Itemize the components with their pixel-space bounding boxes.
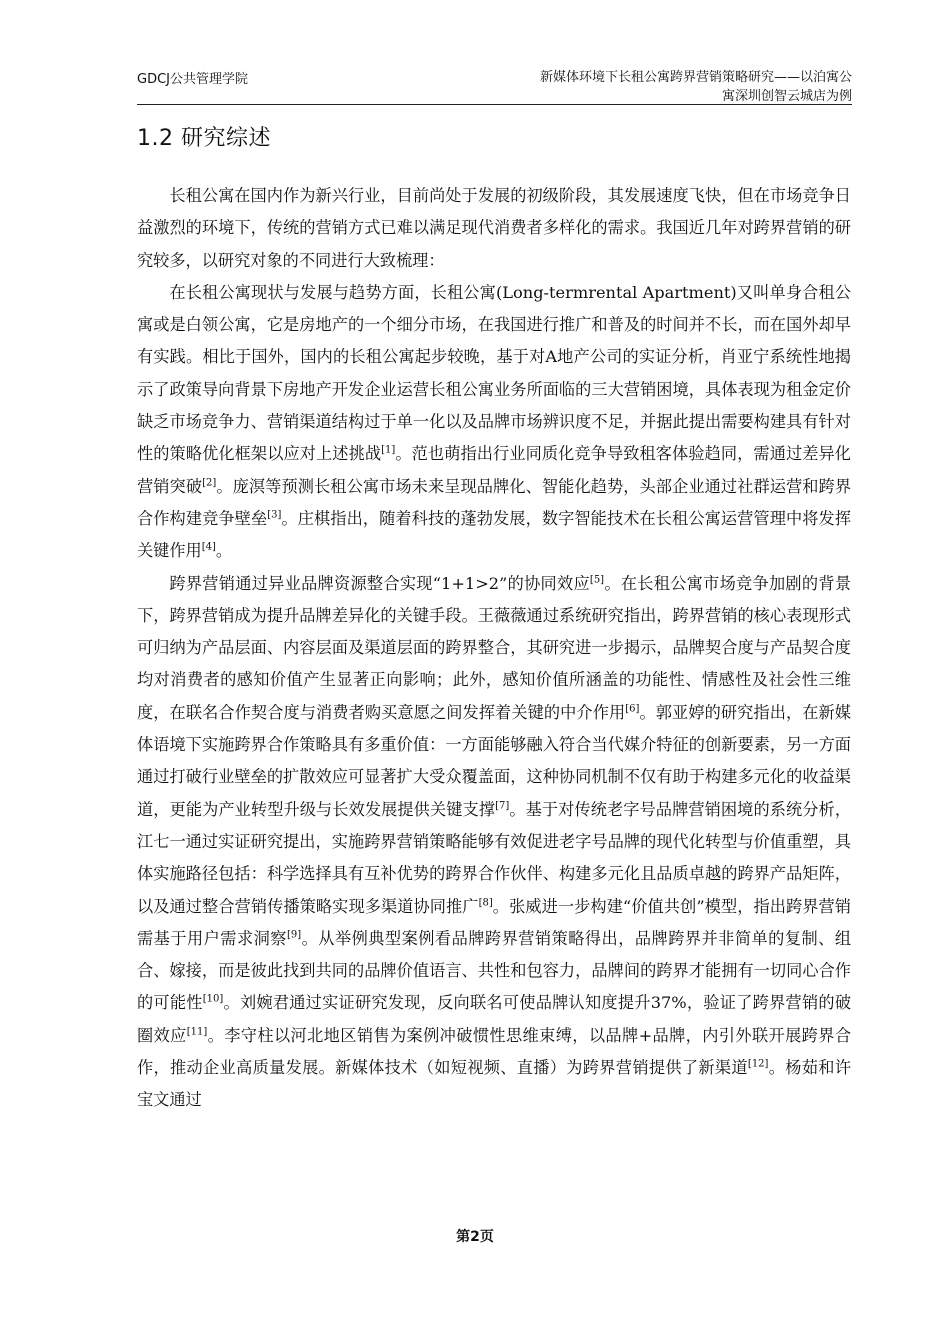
citation-ref: [8] [478, 897, 493, 909]
citation-ref: [10] [202, 994, 224, 1006]
citation-ref: [6] [625, 703, 640, 715]
citation-ref: [2] [202, 477, 217, 489]
paragraph-text: 。庞溟等预测长租公寓市场未来呈现品牌化、智能化趋势，头部企业通过社群运营和跨界合作构建竞争壁垒 [137, 476, 852, 528]
paragraph-text: 。张威进一步构建“价值共创”模型，指出跨界营销需基于用户需求洞察 [137, 896, 851, 948]
citation-ref: [4] [201, 541, 216, 553]
header-title-line-2: 寓深圳创智云城店为例 [721, 89, 852, 104]
paragraph-text: 。杨茹和许宝文通过 [137, 1058, 852, 1110]
paragraph-text: 在长租公寓现状与发展与趋势方面，长租公寓(Long-termrental Apartment)又叫单身合租公寓或是白领公寓，它是房地产的一个细分市场，在我国进行推广和普及的时间并不长，而在国外却早有实践。相比于国外，国内的长租公寓起步较晚，基于对A地产公司的实证分析，肖亚宁系统性地揭示了政策导向背景下房地产开发企业运营长租公寓业务所面临的三大营销困境，具体表现为租金定价缺乏市场竞争力、营销渠道结构过于单一化以及品牌市场辨识度不足，并据此提出需要构建具有针对性的策略优化框架以应对上述挑战 [137, 282, 851, 464]
citation-ref: [1] [381, 444, 396, 456]
section-heading: 1.2 研究综述 [137, 126, 271, 151]
paragraph-text: 。庄棋指出，随着科技的蓬勃发展，数字智能技术在长租公寓运营管理中将发挥关键作用 [137, 508, 851, 561]
paragraph-intro: 长租公寓在国内作为新兴行业，目前尚处于发展的初级阶段，其发展速度飞快，但在市场竞争日益激烈的环境下，传统的营销方式已难以满足现代消费者多样化的需求。我国近几年对跨界营销的研究较多，以研究对象的不同进行大致梳理： [137, 186, 851, 270]
citation-ref: [7] [495, 800, 510, 812]
citation-ref: [3] [267, 509, 282, 521]
paragraph-text: 。范也萌指出行业同质化竞争导致租客体验趋同，需通过差异化营销突破 [137, 444, 851, 496]
paragraph-text: 。李守柱以河北地区销售为案例冲破惯性思维束缚，以品牌+品牌，内引外联开展跨界合作，推动企业高质量发展。新媒体技术（如短视频、直播）为跨界营销提供了新渠道 [137, 1025, 852, 1078]
citation-ref: [11] [186, 1026, 208, 1038]
header-title-line-1: 新媒体环境下长租公寓跨界营销策略研究——以泊寓公 [539, 70, 852, 85]
header-institution: GDCJ公共管理学院 [137, 72, 248, 87]
paragraph-rental-status [137, 277, 851, 568]
paragraph-text: 跨界营销通过异业品牌资源整合实现“1+1>2”的协同效应 [169, 573, 590, 593]
header-divider [137, 104, 852, 105]
page-number: 第2页 [456, 1229, 494, 1245]
paragraph-text: 。基于对传统老字号品牌营销困境的系统分析，江七一通过实证研究提出，实施跨界营销策略能够有效促进老字号品牌的现代化转型与价值重塑，具体实施路径包括：科学选择具有互补优势的跨界合作伙伴、构建多元化且品质卓越的跨界产品矩阵，以及通过整合营销传播策略实现多渠道协同推广 [137, 799, 852, 916]
citation-ref: [12] [747, 1058, 769, 1070]
paragraph-text: 。刘婉君通过实证研究发现，反向联名可使品牌认知度提升37%，验证了跨界营销的破圈效应 [137, 993, 852, 1045]
header-thesis-title [492, 68, 852, 106]
paragraph-text: 。从举例典型案例看品牌跨界营销策略得出，品牌跨界并非简单的复制、组合、嫁接，而是彼此找到共同的品牌价值语言、共性和包容力，品牌间的跨界才能拥有一切同心合作的可能性 [137, 928, 852, 1013]
paragraph-text: 。 [215, 541, 233, 561]
paragraph-text: 。郭亚婷的研究指出，在新媒体语境下实施跨界合作策略具有多重价值：一方面能够融入符合当代媒介特征的创新要素，另一方面通过打破行业壁垒的扩散效应可显著扩大受众覆盖面，这种协同机制不仅有助于构建多元化的收益渠道，更能为产业转型升级与长效发展提供关键支撑 [137, 702, 851, 819]
body-text [137, 180, 851, 1117]
paragraph-crossover-marketing [137, 568, 851, 1117]
citation-ref: [5] [589, 574, 605, 586]
paragraph-text: 。在长租公寓市场竞争加剧的背景下，跨界营销成为提升品牌差异化的关键手段。王薇薇通过系统研究指出，跨界营销的核心表现形式可归纳为产品层面、内容层面及渠道层面的跨界整合，其研究进一步揭示，品牌契合度与产品契合度均对消费者的感知价值产生显著正向影响；此外，感知价值所涵盖的功能性、情感性及社会性三维度，在联名合作契合度与消费者购买意愿之间发挥着关键的中介作用 [137, 573, 852, 722]
citation-ref: [9] [286, 929, 302, 941]
